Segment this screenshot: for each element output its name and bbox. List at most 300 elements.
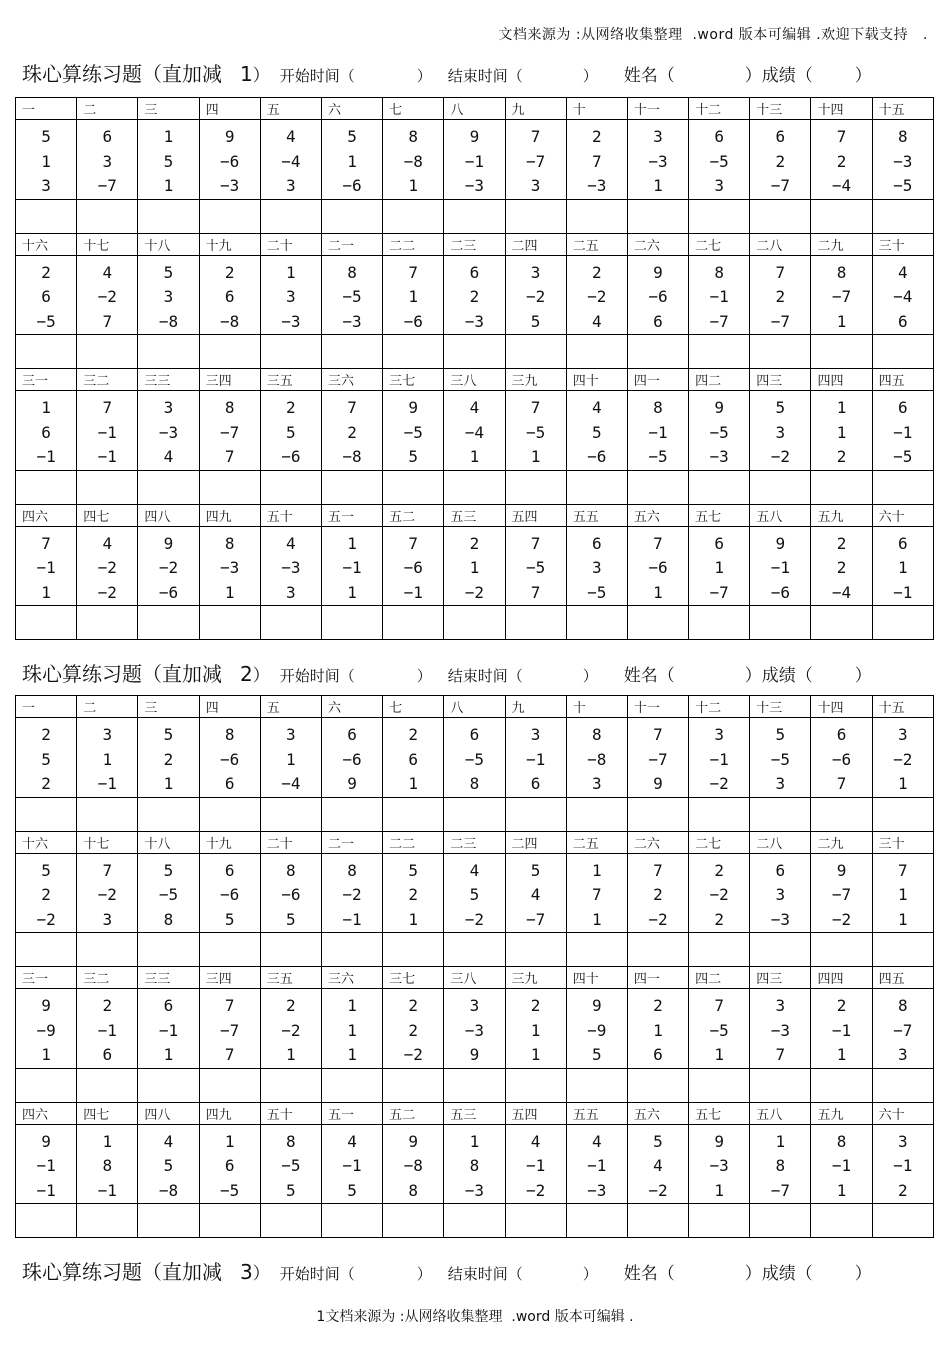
answer-box[interactable] [77,199,138,233]
operand: 6 [102,127,113,146]
operand: 8 [653,398,663,417]
problem-cell [321,391,382,471]
problem-number: 三一 [16,369,77,391]
operand: 2 [836,558,847,577]
end-time-label: 结束时间（ [447,67,523,85]
problem-cell [566,255,627,335]
operand: 5 [286,909,296,929]
answer-box[interactable] [260,335,321,369]
operand: 1 [286,262,296,282]
answer-box[interactable] [872,335,933,369]
operand: 1 [408,287,419,306]
problem-number: 三一 [16,967,77,989]
answer-box[interactable] [627,335,688,369]
answer-box[interactable] [750,335,811,369]
operand: −4 [281,774,301,793]
operand: 2 [41,262,51,282]
answer-box[interactable] [260,199,321,233]
answer-box[interactable] [627,199,688,233]
problem-cell [505,1124,566,1204]
operand: 6 [530,774,541,793]
answer-box[interactable] [199,1204,260,1238]
problem-cell [199,526,260,606]
operand: −2 [709,774,729,793]
operand: 3 [897,1045,908,1064]
answer-box[interactable] [872,1068,933,1102]
operand: −3 [709,1156,729,1175]
problem-cell [321,718,382,798]
operand: 7 [530,533,541,553]
answer-box[interactable] [260,606,321,640]
answer-box[interactable] [811,606,872,640]
answer-box[interactable] [138,797,199,831]
answer-row [16,797,934,831]
operand: 8 [163,909,174,929]
operand: 6 [347,725,357,744]
operand: 6 [41,422,51,442]
operand: 1 [408,176,419,195]
operand: 2 [836,151,847,171]
problem-cell [199,391,260,471]
answer-box[interactable] [138,1068,199,1102]
answer-box[interactable] [811,335,872,369]
operand: 1 [41,582,51,602]
answer-box[interactable] [16,470,77,504]
operand: 9 [836,860,847,880]
answer-box[interactable] [872,1204,933,1238]
operand: −5 [709,422,729,442]
operand: −5 [893,447,913,466]
answer-box[interactable] [16,606,77,640]
problem-cell [260,391,321,471]
operand: 8 [897,996,908,1015]
operand: 1 [714,558,724,577]
problem-cell [566,120,627,200]
problem-row [16,255,934,335]
problem-number: 二四 [505,233,566,255]
answer-box[interactable] [689,1068,750,1102]
answer-box[interactable] [383,199,444,233]
problem-number: 四一 [627,967,688,989]
operand: 9 [653,262,663,282]
answer-box[interactable] [383,335,444,369]
answer-box[interactable] [138,335,199,369]
problem-number: 四五 [872,369,933,391]
problem-number: 五九 [811,1102,872,1124]
operand: −3 [770,909,790,929]
problem-number: 五五 [566,504,627,526]
operand: 6 [224,1156,235,1175]
answer-box[interactable] [872,797,933,831]
answer-box[interactable] [16,1068,77,1102]
problem-number: 十九 [199,233,260,255]
answer-box[interactable] [260,470,321,504]
answer-box[interactable] [750,933,811,967]
answer-box[interactable] [505,797,566,831]
problem-cell [321,1124,382,1204]
operand: 1 [469,1131,480,1151]
answer-box[interactable] [321,335,382,369]
answer-box[interactable] [444,933,505,967]
operand: 9 [469,127,480,146]
answer-box[interactable] [811,470,872,504]
problem-cell [627,255,688,335]
problem-number: 四四 [811,369,872,391]
answer-box[interactable] [16,933,77,967]
answer-box[interactable] [566,933,627,967]
title-main: 珠心算练习题（直加减 [22,62,222,86]
answer-box[interactable] [811,1204,872,1238]
sheet-number: 2 [240,662,253,686]
operand: −2 [464,582,485,602]
answer-box[interactable] [77,797,138,831]
operand: 3 [530,725,541,744]
answer-box[interactable] [383,797,444,831]
problem-number: 三六 [321,967,382,989]
answer-box[interactable] [689,933,750,967]
problem-number: 五八 [750,504,811,526]
problem-cell [444,1124,505,1204]
answer-box[interactable] [77,933,138,967]
operand: 4 [347,1131,357,1151]
operand: 9 [714,398,724,417]
problem-cell [444,718,505,798]
answer-box[interactable] [566,1204,627,1238]
operand: 5 [653,1131,663,1151]
operand: 1 [41,1045,51,1064]
problem-number: 十二 [689,98,750,120]
operand: −2 [403,1045,423,1064]
problem-number: 六 [321,98,382,120]
operand: −6 [281,885,301,904]
answer-box[interactable] [444,470,505,504]
answer-box[interactable] [627,470,688,504]
answer-box[interactable] [505,470,566,504]
problem-cell [811,120,872,200]
answer-box[interactable] [199,199,260,233]
operand: 8 [836,262,847,282]
problem-row [16,391,934,471]
answer-box[interactable] [750,1204,811,1238]
problem-cell [138,391,199,471]
answer-box[interactable] [505,606,566,640]
answer-box[interactable] [627,1068,688,1102]
paren-close: ） [854,666,872,686]
answer-box[interactable] [383,1068,444,1102]
operand: 1 [286,1045,296,1064]
operand: 8 [591,725,602,744]
answer-box[interactable] [444,797,505,831]
answer-box[interactable] [627,797,688,831]
answer-box[interactable] [16,797,77,831]
answer-box[interactable] [627,1204,688,1238]
answer-box[interactable] [505,1204,566,1238]
problem-number: 四三 [750,369,811,391]
operand: 2 [653,885,663,904]
answer-box[interactable] [77,606,138,640]
answer-box[interactable] [138,933,199,967]
operand: 7 [408,262,419,282]
operand: 8 [469,1156,480,1175]
problem-cell [689,391,750,471]
problem-cell [566,989,627,1069]
operand: 7 [836,774,847,793]
problem-row [16,989,934,1069]
problem-cell [811,853,872,933]
operand: 9 [775,533,786,553]
answer-box[interactable] [138,1204,199,1238]
operand: 2 [897,1180,908,1200]
operand: 2 [591,127,602,146]
operand: −1 [893,1156,913,1175]
operand: −9 [36,1020,56,1040]
answer-box[interactable] [689,1204,750,1238]
problem-cell [77,853,138,933]
problem-number: 一 [16,98,77,120]
operand: −3 [158,422,179,442]
operand: 9 [469,1045,480,1064]
problem-number: 二五 [566,831,627,853]
answer-box[interactable] [505,199,566,233]
problem-number: 四十 [566,369,627,391]
answer-box[interactable] [16,1204,77,1238]
answer-box[interactable] [566,199,627,233]
operand: 5 [347,1180,357,1200]
operand: 9 [714,1131,724,1151]
problem-cell [627,526,688,606]
operand: 7 [347,398,357,417]
answer-box[interactable] [260,797,321,831]
answer-box[interactable] [811,199,872,233]
answer-box[interactable] [566,1068,627,1102]
answer-box[interactable] [77,335,138,369]
operand: 8 [775,1156,786,1175]
operand: 9 [163,533,174,553]
operand: 3 [102,909,113,929]
problem-number: 二六 [627,831,688,853]
answer-box[interactable] [321,1204,382,1238]
problem-cell [505,526,566,606]
operand: −7 [893,1020,913,1040]
start-time-label: 开始时间（ [279,667,355,685]
answer-box[interactable] [260,1068,321,1102]
operand: 1 [347,996,357,1015]
problem-cell [627,853,688,933]
operand: 6 [408,749,419,769]
problem-cell [383,526,444,606]
problem-number: 五 [260,98,321,120]
answer-box[interactable] [750,1068,811,1102]
problem-cell [444,526,505,606]
problem-cell [16,989,77,1069]
problem-number: 二一 [321,831,382,853]
answer-box[interactable] [444,335,505,369]
problem-number: 四十 [566,967,627,989]
answer-box[interactable] [750,606,811,640]
answer-box[interactable] [689,199,750,233]
answer-box[interactable] [199,797,260,831]
operand: −3 [464,1180,485,1200]
answer-box[interactable] [321,199,382,233]
answer-box[interactable] [321,470,382,504]
answer-box[interactable] [199,1068,260,1102]
problem-number: 五八 [750,1102,811,1124]
operand: 3 [530,262,541,282]
answer-box[interactable] [321,933,382,967]
answer-box[interactable] [444,199,505,233]
answer-box[interactable] [872,933,933,967]
answer-box[interactable] [566,606,627,640]
answer-box[interactable] [872,606,933,640]
problem-number: 三八 [444,967,505,989]
problem-cell [321,989,382,1069]
answer-box[interactable] [566,797,627,831]
operand: −1 [525,1156,546,1175]
problem-cell [444,255,505,335]
problem-number: 十六 [16,831,77,853]
operand: 8 [224,725,235,744]
answer-box[interactable] [444,1068,505,1102]
problem-cell [321,120,382,200]
answer-box[interactable] [199,470,260,504]
operand: 9 [591,996,602,1015]
answer-box[interactable] [199,606,260,640]
operand: −6 [648,287,668,306]
answer-box[interactable] [321,797,382,831]
operand: 7 [591,885,602,904]
answer-box[interactable] [811,933,872,967]
operand: 3 [163,287,174,306]
operand: 4 [469,860,480,880]
operand: 7 [102,860,113,880]
operand: −1 [587,1156,607,1175]
answer-box[interactable] [260,933,321,967]
problem-number: 九 [505,696,566,718]
problem-number: 三五 [260,369,321,391]
answer-box[interactable] [689,797,750,831]
operand: 2 [408,1020,419,1040]
operand: 2 [469,287,480,306]
problem-number: 十 [566,696,627,718]
answer-box[interactable] [811,1068,872,1102]
problem-number: 六十 [872,504,933,526]
answer-box[interactable] [505,933,566,967]
answer-box[interactable] [505,1068,566,1102]
answer-box[interactable] [872,470,933,504]
answer-box[interactable] [383,470,444,504]
operand: 3 [775,885,786,904]
answer-box[interactable] [750,797,811,831]
operand: −7 [831,885,852,904]
problem-number: 五七 [689,1102,750,1124]
operand: 2 [591,262,602,282]
problem-cell [872,526,933,606]
answer-box[interactable] [138,470,199,504]
operand: 7 [41,533,51,553]
answer-box[interactable] [16,335,77,369]
problem-number: 二一 [321,233,382,255]
operand: 2 [469,533,480,553]
answer-box[interactable] [260,1204,321,1238]
answer-box[interactable] [383,1204,444,1238]
operand: 3 [286,176,296,195]
operand: 3 [653,127,663,146]
operand: 1 [224,582,235,602]
answer-box[interactable] [321,1068,382,1102]
answer-box[interactable] [77,1204,138,1238]
answer-box[interactable] [138,606,199,640]
operand: −1 [97,1180,117,1200]
answer-box[interactable] [77,1068,138,1102]
answer-box[interactable] [383,933,444,967]
answer-box[interactable] [689,606,750,640]
operand: 5 [591,422,602,442]
operand: 5 [591,1045,602,1064]
answer-box[interactable] [750,199,811,233]
answer-box[interactable] [566,335,627,369]
answer-box[interactable] [627,933,688,967]
operand: −8 [587,749,607,769]
problem-number: 五四 [505,504,566,526]
answer-box[interactable] [750,470,811,504]
answer-box[interactable] [138,199,199,233]
problem-number: 二十 [260,233,321,255]
operand: 3 [775,774,786,793]
operand: 8 [286,1131,296,1151]
operand: 7 [897,860,908,880]
operand: −1 [464,151,485,171]
problem-cell [750,526,811,606]
operand: −5 [525,558,546,577]
operand: −6 [831,749,852,769]
problem-cell [689,255,750,335]
answer-box[interactable] [321,606,382,640]
problem-number: 四八 [138,1102,199,1124]
answer-box[interactable] [689,470,750,504]
answer-box[interactable] [199,933,260,967]
problem-number: 三七 [383,967,444,989]
problem-cell [566,1124,627,1204]
problem-number: 二七 [689,831,750,853]
operand: 3 [775,422,786,442]
sheet-1-problem-grid [15,97,934,640]
operand: 6 [714,127,724,146]
operand: −6 [648,558,668,577]
operand: 7 [530,398,541,417]
operand: 4 [591,311,602,331]
answer-box[interactable] [77,470,138,504]
answer-box[interactable] [566,470,627,504]
answer-box[interactable] [627,606,688,640]
operand: 4 [897,262,908,282]
answer-box[interactable] [872,199,933,233]
problem-number: 四 [199,98,260,120]
answer-box[interactable] [444,1204,505,1238]
operand: −1 [893,422,913,442]
answer-box[interactable] [505,335,566,369]
operand: −8 [158,1180,179,1200]
problem-number: 三三 [138,967,199,989]
answer-box[interactable] [199,335,260,369]
answer-box[interactable] [383,606,444,640]
answer-box[interactable] [811,797,872,831]
problem-cell [566,853,627,933]
answer-box[interactable] [444,606,505,640]
answer-box[interactable] [16,199,77,233]
problem-cell [16,526,77,606]
answer-box[interactable] [689,335,750,369]
problem-number: 五十 [260,504,321,526]
